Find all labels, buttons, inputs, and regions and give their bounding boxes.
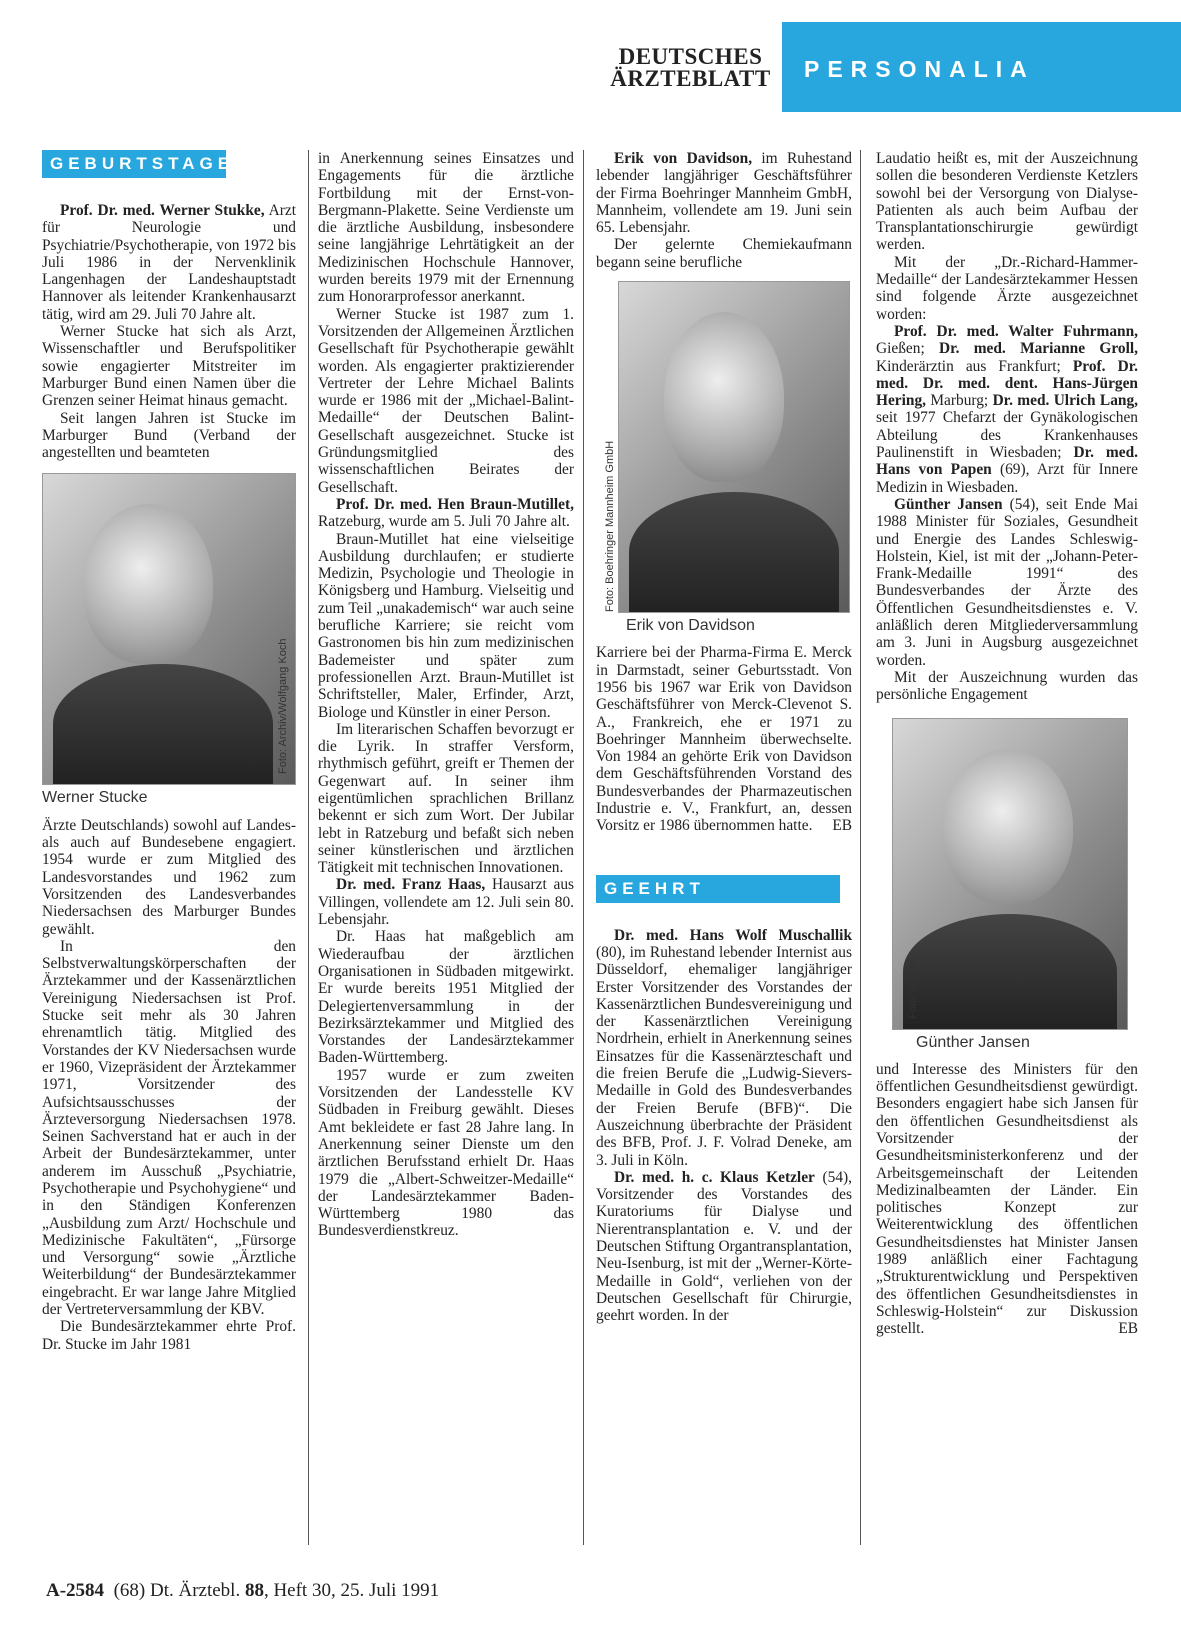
photo-davidson xyxy=(618,281,850,613)
issue-date: , Heft 30, 25. Juli 1991 xyxy=(263,1580,440,1601)
article-ketzler: Dr. med. h. c. Klaus Ketzler (54), Vorsitzender des Vorstandes des Kuratoriums für Dialyse und Nierentransplantation e. V. und der Deutschen Stiftung Organtransplantation, Neu-Isenburg, ist mit der „Werner-Körte-Medaille in Gold“, verliehen von der Deutschen Gesellschaft für Chirurgie, geehrt worden. In der xyxy=(596,1168,852,1325)
paragraph: Ärzte Deutschlands) sowohl auf Landes- als auch auf Bundesebene engagiert. 1954 wurde er zum Mitglied des Landesvorstandes und 1962 zum Vorsitzenden des Landesverbandes Niedersachsen des Marburger Bundes gewählt. xyxy=(42,816,296,938)
article-haas: Dr. med. Franz Haas, Hausarzt aus Villingen, vollendete am 12. Juli sein 80. Lebensjahr. xyxy=(318,876,575,929)
column-2 xyxy=(318,150,574,1240)
paragraph: Braun-Mutillet hat eine vielseitige Ausbildung durchlaufen; er studierte Medizin, Psychologie und Theologie in Königsberg und Hamburg. Vielseitig und zum Teil „unakademisch“ war auch seine berufliche Karriere; sie reicht vom Gastronomen bis hin zum medizinischen Bademeister und später zum professionellen Arzt. Braun-Mutillet ist Schriftsteller, Maler, Erfinder, Arzt, Biologe und Künstler in einer Person. xyxy=(318,530,574,721)
masthead-line1: DEUTSCHES xyxy=(618,44,763,69)
photo-jansen xyxy=(892,718,1128,1030)
paragraph: Seit langen Jahren ist Stucke im Marburger Bund (Verband der angestellten und beamteten xyxy=(42,409,296,462)
person-name: Dr. med. h. c. Klaus Ketzler xyxy=(614,1168,815,1186)
person-name: Dr. med. Hans Wolf Muschallik xyxy=(614,926,852,944)
article-davidson: Erik von Davidson, im Ruhestand lebender langjähriger Geschäftsführer der Firma Boehringer Mannheim GmbH, Mannheim, vollendete am 19. Juni sein 65. Lebensjahr. xyxy=(596,150,852,237)
portrait-body xyxy=(903,914,1117,1029)
column-rule xyxy=(860,150,861,1545)
paragraph: Mit der Auszeichnung wurden das persönliche Engagement xyxy=(876,668,1138,704)
paragraph: Karriere bei der Pharma-Firma E. Merck in Darmstadt, seiner Geburtsstadt. Von 1956 bis 1967 war Erik von Davidson Geschäftsführer von Merck-Clevenot S. A., Frankreich, ehe er 1971 zu Boehringer Mannheim überwechselte. Von 1984 an gehörte Erik von Davidson dem Geschäftsführenden Vorstand des Bundesverbandes der Pharmazeutischen Industrie e. V., Frankfurt, an, dessen Vorsitz er 1986 übernommen hatte. EB xyxy=(596,644,852,835)
paragraph: 1957 wurde er zum zweiten Vorsitzenden der Landesstelle KV Südbaden in Freiburg gewählt. Dieses Amt bekleidete er fast 28 Jahre lang. In Anerkennung seiner Dienste um den ärztlichen Berufsstand erhielt Dr. Haas 1979 die „Albert-Schweitzer-Medaille“ der Landesärztekammer Baden-Württemberg 1980 das Bundesverdienstkreuz. xyxy=(318,1066,574,1240)
photo-caption: Erik von Davidson xyxy=(626,617,755,635)
column-1 xyxy=(42,150,296,1353)
column-rule xyxy=(308,150,309,1545)
photo-caption: Werner Stucke xyxy=(42,789,148,807)
person-name: Erik von Davidson, xyxy=(614,150,753,167)
photo-credit: Foto: Boehringer Mannheim GmbH xyxy=(604,440,616,612)
portrait-head xyxy=(943,749,1073,904)
person-name: Günther Jansen xyxy=(894,495,1003,513)
paragraph: Dr. Haas hat maßgeblich am Wiederaufbau der ärztlichen Organisationen in Südbaden mitgewirkt. Er wurde bereits 1951 Mitglied der Delegiertenversammlung in der Bezirksärztekammer und Mitglied des Vorstandes der Landesärztekammer Baden-Württemberg. xyxy=(318,928,574,1067)
paragraph: und Interesse des Ministers für den öffentlichen Gesundheitsdienst gewürdigt. Besonders engagiert habe sich Jansen für den öffentlichen Gesundheitsdienst als Vorsitzender der Gesundheitsministerkonferenz und der Arbeitsgemeinschaft der Leitenden Medizinalbeamten der Länder. Ein politisches Konzept zur Weiterentwicklung des öffentlichen Gesundheitsdienstes hat Minister Jansen 1989 anläßlich einer Fachtagung „Strukturentwicklung und Perspektiven des öffentlichen Gesundheitsdienstes in Schleswig-Holstein“ zur Diskussion gestellt. EB xyxy=(876,1060,1138,1338)
photo-stucke xyxy=(42,473,296,785)
masthead-line2: ÄRZTEBLATT xyxy=(610,66,771,91)
article-braun-mutillet: Prof. Dr. med. Hen Braun-Mutillet, Ratzeburg, wurde am 5. Juli 70 Jahre alt. xyxy=(318,495,574,531)
article-hammer-medal: Prof. Dr. med. Walter Fuhrmann, Gießen; Dr. med. Marianne Groll, Kinderärztin aus Frankfurt; Prof. Dr. med. Dr. med. dent. Hans-Jürgen Hering, Marburg; Dr. med. Ulrich Lang, seit 1977 Chefarzt der Gynäkologischen Abteilung des Krankenhauses Paulinenstift in Wiesbaden; Dr. med. Hans von Papen (69), Arzt für Innere Medizin in Wiesbaden. xyxy=(876,322,1138,496)
column-3 xyxy=(596,150,852,1324)
page-footer xyxy=(46,1580,439,1602)
person-name: Prof. Dr. med. Werner Stukke, xyxy=(60,202,265,219)
column-rule xyxy=(583,150,584,1545)
volume-number: 88 xyxy=(244,1580,264,1601)
paragraph: Werner Stucke hat sich als Arzt, Wissenschaftler und Berufspolitiker sowie engagierter Mitstreiter im Marburger Bund einen Namen über die Grenzen seiner Heimat hinaus gemacht. xyxy=(42,323,296,410)
author-sign: EB xyxy=(1118,1320,1138,1338)
masthead-logo xyxy=(608,46,773,90)
person-name: Dr. med. Franz Haas, xyxy=(336,876,486,894)
author-sign: EB xyxy=(832,817,852,835)
person-name: Prof. Dr. med. Hen Braun-Mutillet, xyxy=(336,495,574,513)
page-number: A-2584 xyxy=(46,1580,105,1601)
photo-caption: Günther Jansen xyxy=(916,1033,1030,1051)
portrait-body xyxy=(629,492,839,612)
paragraph: Mit der „Dr.-Richard-Hammer-Medaille“ der Landesärztekammer Hessen sind folgende Ärzte ausgezeichnet worden: xyxy=(876,253,1138,323)
paragraph: Werner Stucke ist 1987 zum 1. Vorsitzenden der Allgemeinen Ärztlichen Gesellschaft für Psychotherapie gewählt worden. Als engagierter praktizierender Vertreter der Lehre Michael Balints wurde er 1986 mit der „Michael-Balint-Medaille“ der Deutschen Balint-Gesellschaft ausgezeichnet. Stucke ist Gründungsmitglied des wissenschaftlichen Beirates der Gesellschaft. xyxy=(318,305,574,496)
portrait-body xyxy=(53,664,273,784)
photo-credit: Foto: Archiv/Wolfgang Koch xyxy=(277,638,289,775)
article-muschallik: Dr. med. Hans Wolf Muschallik (80), im Ruhestand lebender Internist aus Düsseldorf, ehemaliger langjähriger Erster Vorsitzender des Vorstandes der Kassenärztlichen Bundesvereinigung und der Kassenärztlichen Vereinigung Nordrhein, erhielt in Anerkennung seines Einsatzes für die Kassenärzteschaft und die freien Berufe die „Ludwig-Sievers-Medaille in Gold des Bundesverbandes der Freien Berufe (BFB)“. Die Auszeichnung überbrachte der Präsident des BFB, Prof. J. F. Volrad Deneke, am 3. Juli in Köln. xyxy=(596,926,852,1169)
paragraph: In den Selbstverwaltungskörperschaften der Ärztekammer und der Kassenärztlichen Vereinigung Niedersachsen ist Prof. Stucke seit mehr als 30 Jahren ehrenamtlich tätig. Mitglied des Vorstandes der KV Niedersachsen wurde er 1960, Vizepräsident der Ärztekammer 1971, Vorsitzender des Aufsichtsausschusses der Ärzteversorgung Niedersachsen 1978. Seinen Sachverstand hat er auch in der Arbeit der Bundesärztekammer, unter anderem im Ausschuß „Psychiatrie, Psychotherapie und Psychohygiene“ und in den Ständigen Konferenzen „Ausbildung zum Arzt/ Hochschule und Medizinische Fakultäten“, „Fürsorge und Versorgung“ sowie „Ärztliche Weiterbildung“ der Bundesärztekammer eingebracht. Er war lange Jahre Mitglied der Vertreterversammlung der KBV. xyxy=(42,937,296,1319)
section-banner xyxy=(782,22,1181,112)
banner-label: PERSONALIA xyxy=(804,56,1035,82)
column-4 xyxy=(876,150,1138,1338)
portrait-head xyxy=(664,312,784,482)
issue-ref: (68) Dt. Ärztebl. xyxy=(113,1580,241,1601)
paragraph: in Anerkennung seines Einsatzes und Engagements für die ärztliche Fortbildung mit der Ernst-von-Bergmann-Plakette. Seine Verdienste um die ärztliche Ausbildung, insbesondere seine langjährige Lehrtätigkeit an der Medizinischen Hochschule Hannover, wurden bereits 1979 mit der Ernennung zum Honorarprofessor anerkannt. xyxy=(318,150,574,306)
photo-credit: Foto: Archiv xyxy=(907,960,919,1019)
portrait-head xyxy=(83,504,213,664)
article-jansen: Günther Jansen (54), seit Ende Mai 1988 Minister für Soziales, Gesundheit und Energie des Landes Schleswig-Holstein, Kiel, ist mit der „Johann-Peter-Frank-Medaille 1991“ des Bundesverbandes der Ärzte des Öffentlichen Gesundheitsdienstes e. V. anläßlich deren Mitgliederversammlung am 3. Juni in Augsburg ausgezeichnet worden. xyxy=(876,495,1139,669)
section-header-honored: GEEHRT xyxy=(596,875,840,903)
paragraph: Im literarischen Schaffen bevorzugt er die Lyrik. In straffer Versform, rhythmisch geführt, greift er Themen der Gegenwart auf. In seiner ihm eigentümlichen sprachlichen Brillanz bekennt er sich zum Wort. Der Jubilar lebt in Ratzeburg und befaßt sich neben seiner künstlerischen und ärztlichen Tätigkeit mit technischen Innovationen. xyxy=(318,720,574,877)
paragraph: Laudatio heißt es, mit der Auszeichnung sollen die besonderen Verdienste Ketzlers sowohl bei der Versorgung von Dialyse-Patienten als auch beim Aufbau der Transplantationschirurgie gewürdigt werden. xyxy=(876,150,1138,254)
paragraph: Der gelernte Chemiekaufmann begann seine berufliche xyxy=(596,236,852,271)
article-stucke-intro: Prof. Dr. med. Werner Stukke, Arzt für Neurologie und Psychiatrie/Psychotherapie, von 1972 bis Juli 1986 in der Nervenklinik Langenhagen der Landeshauptstadt Hannover als leitender Krankenhausarzt tätig, wird am 29. Juli 70 Jahre alt. xyxy=(42,202,296,323)
paragraph: Die Bundesärztekammer ehrte Prof. Dr. Stucke im Jahr 1981 xyxy=(42,1318,296,1353)
section-header-birthdays: GEBURTSTAGE xyxy=(42,150,226,178)
